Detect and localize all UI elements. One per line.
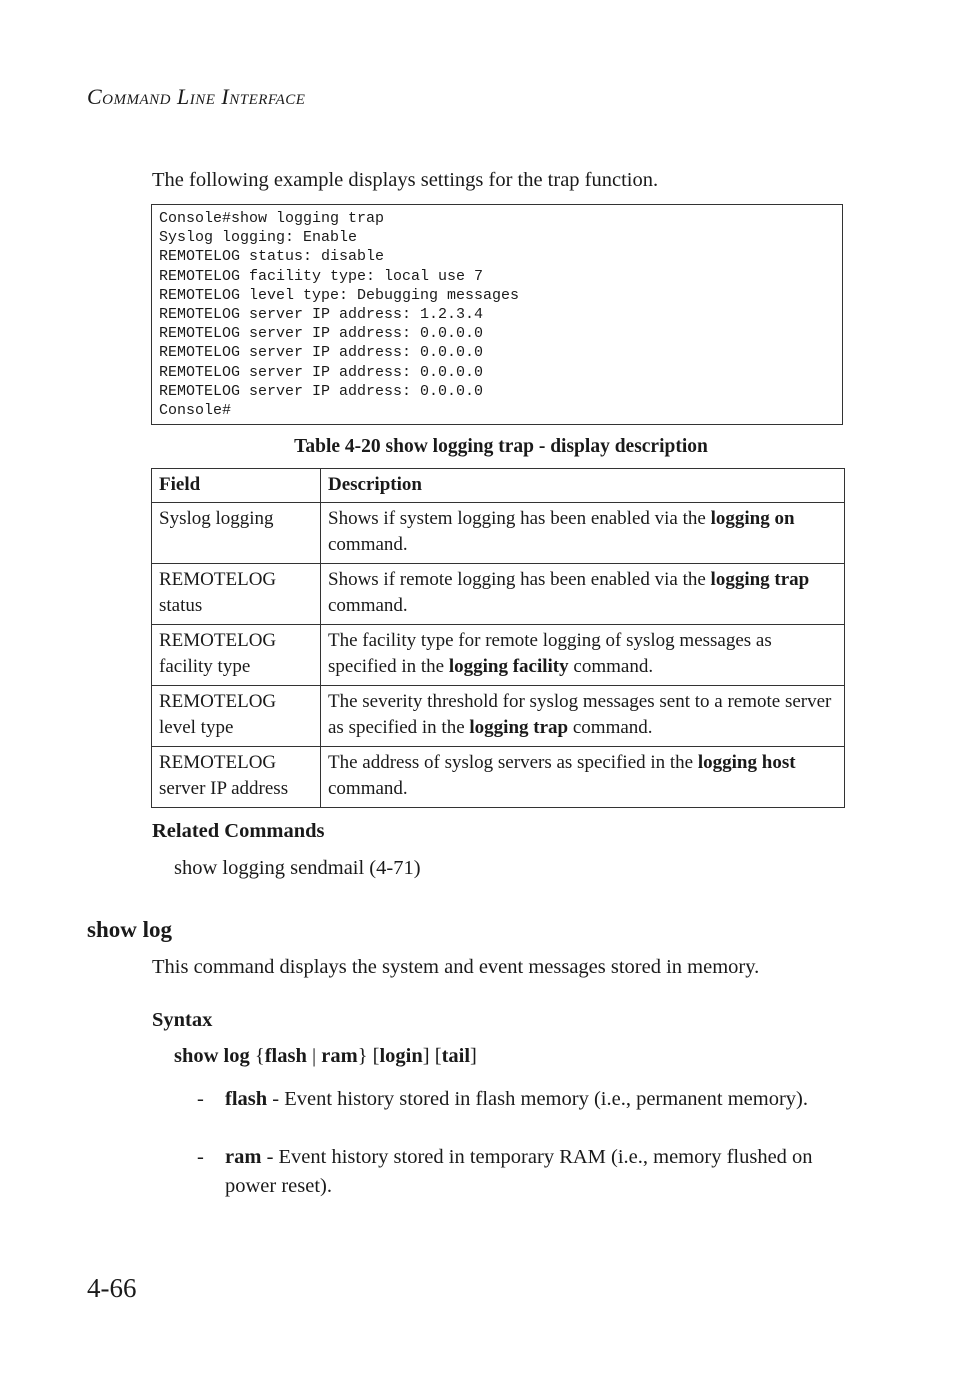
list-dash: - — [197, 1088, 204, 1110]
field-cell: REMOTELOG server IP address — [152, 747, 321, 808]
description-cell: The facility type for remote logging of syslog messages as specified in the logging facility command. — [321, 625, 845, 686]
running-header — [87, 84, 305, 110]
running-header-text: Command Line Interface — [87, 84, 306, 109]
console-line: Syslog logging: Enable — [159, 229, 358, 247]
syntax-heading: Syntax — [152, 1009, 213, 1031]
syntax-option-login: login — [379, 1045, 423, 1067]
console-line: REMOTELOG server IP address: 0.0.0.0 — [159, 382, 484, 400]
table-caption: Table 4-20 show logging trap - display description — [294, 436, 708, 457]
console-line: REMOTELOG status: disable — [159, 248, 385, 266]
section-description: This command displays the system and event messages stored in memory. — [152, 956, 760, 978]
command-name: logging facility — [448, 656, 569, 677]
list-dash: - — [197, 1146, 204, 1168]
command-name: logging host — [697, 752, 796, 773]
field-cell: REMOTELOG facility type — [152, 625, 321, 686]
description-cell: The severity threshold for syslog messages sent to a remote server as specified in the logging trap command. — [321, 686, 845, 747]
syntax-command: show log — [174, 1045, 250, 1067]
table-row — [152, 625, 845, 686]
list-item: - flash - Event history stored in flash memory (i.e., permanent memory). — [197, 1085, 837, 1114]
command-name: logging trap — [710, 569, 810, 590]
table-header-row — [152, 469, 845, 503]
list-item: - ram - Event history stored in temporary RAM (i.e., memory flushed on power reset). — [197, 1143, 837, 1201]
console-line: Console#show logging trap — [159, 210, 385, 227]
table-row — [152, 686, 845, 747]
console-line: REMOTELOG facility type: local use 7 — [159, 267, 484, 285]
description-table — [151, 468, 845, 808]
intro-paragraph: The following example displays settings for the trap function. — [152, 169, 659, 191]
syntax-option-tail: tail — [441, 1045, 471, 1067]
table-row — [152, 503, 845, 564]
console-line: REMOTELOG server IP address: 1.2.3.4 — [159, 306, 484, 324]
column-header-field: Field — [152, 469, 321, 503]
syntax-option-ram: ram — [321, 1045, 358, 1067]
related-commands-heading: Related Commands — [152, 820, 325, 842]
console-line: Console# — [159, 402, 232, 420]
console-line: REMOTELOG level type: Debugging messages — [159, 286, 520, 304]
field-cell: Syslog logging — [152, 503, 321, 564]
console-line: REMOTELOG server IP address: 0.0.0.0 — [159, 344, 484, 362]
section-title: show log — [87, 917, 172, 942]
table-row — [152, 564, 845, 625]
parameter-name: ram — [225, 1146, 262, 1168]
console-line: REMOTELOG server IP address: 0.0.0.0 — [159, 363, 484, 381]
command-name: logging trap — [469, 717, 569, 738]
syntax-option-flash: flash — [264, 1045, 307, 1067]
table-row — [152, 747, 845, 808]
syntax-line: show log {flash | ram} [login] [tail] — [174, 1045, 477, 1067]
field-cell: REMOTELOG level type — [152, 686, 321, 747]
column-header-description: Description — [321, 469, 845, 503]
related-command-item: show logging sendmail (4-71) — [174, 857, 421, 879]
description-cell: Shows if remote logging has been enabled via the logging trap command. — [321, 564, 845, 625]
description-cell: The address of syslog servers as specified in the logging host command. — [321, 747, 845, 808]
command-name: logging on — [710, 508, 795, 529]
field-cell: REMOTELOG status — [152, 564, 321, 625]
console-line: REMOTELOG server IP address: 0.0.0.0 — [159, 325, 484, 343]
page-number: 4-66 — [87, 1273, 137, 1303]
console-output — [151, 204, 843, 425]
parameter-name: flash — [225, 1088, 268, 1110]
description-cell: Shows if system logging has been enabled via the logging on command. — [321, 503, 845, 564]
